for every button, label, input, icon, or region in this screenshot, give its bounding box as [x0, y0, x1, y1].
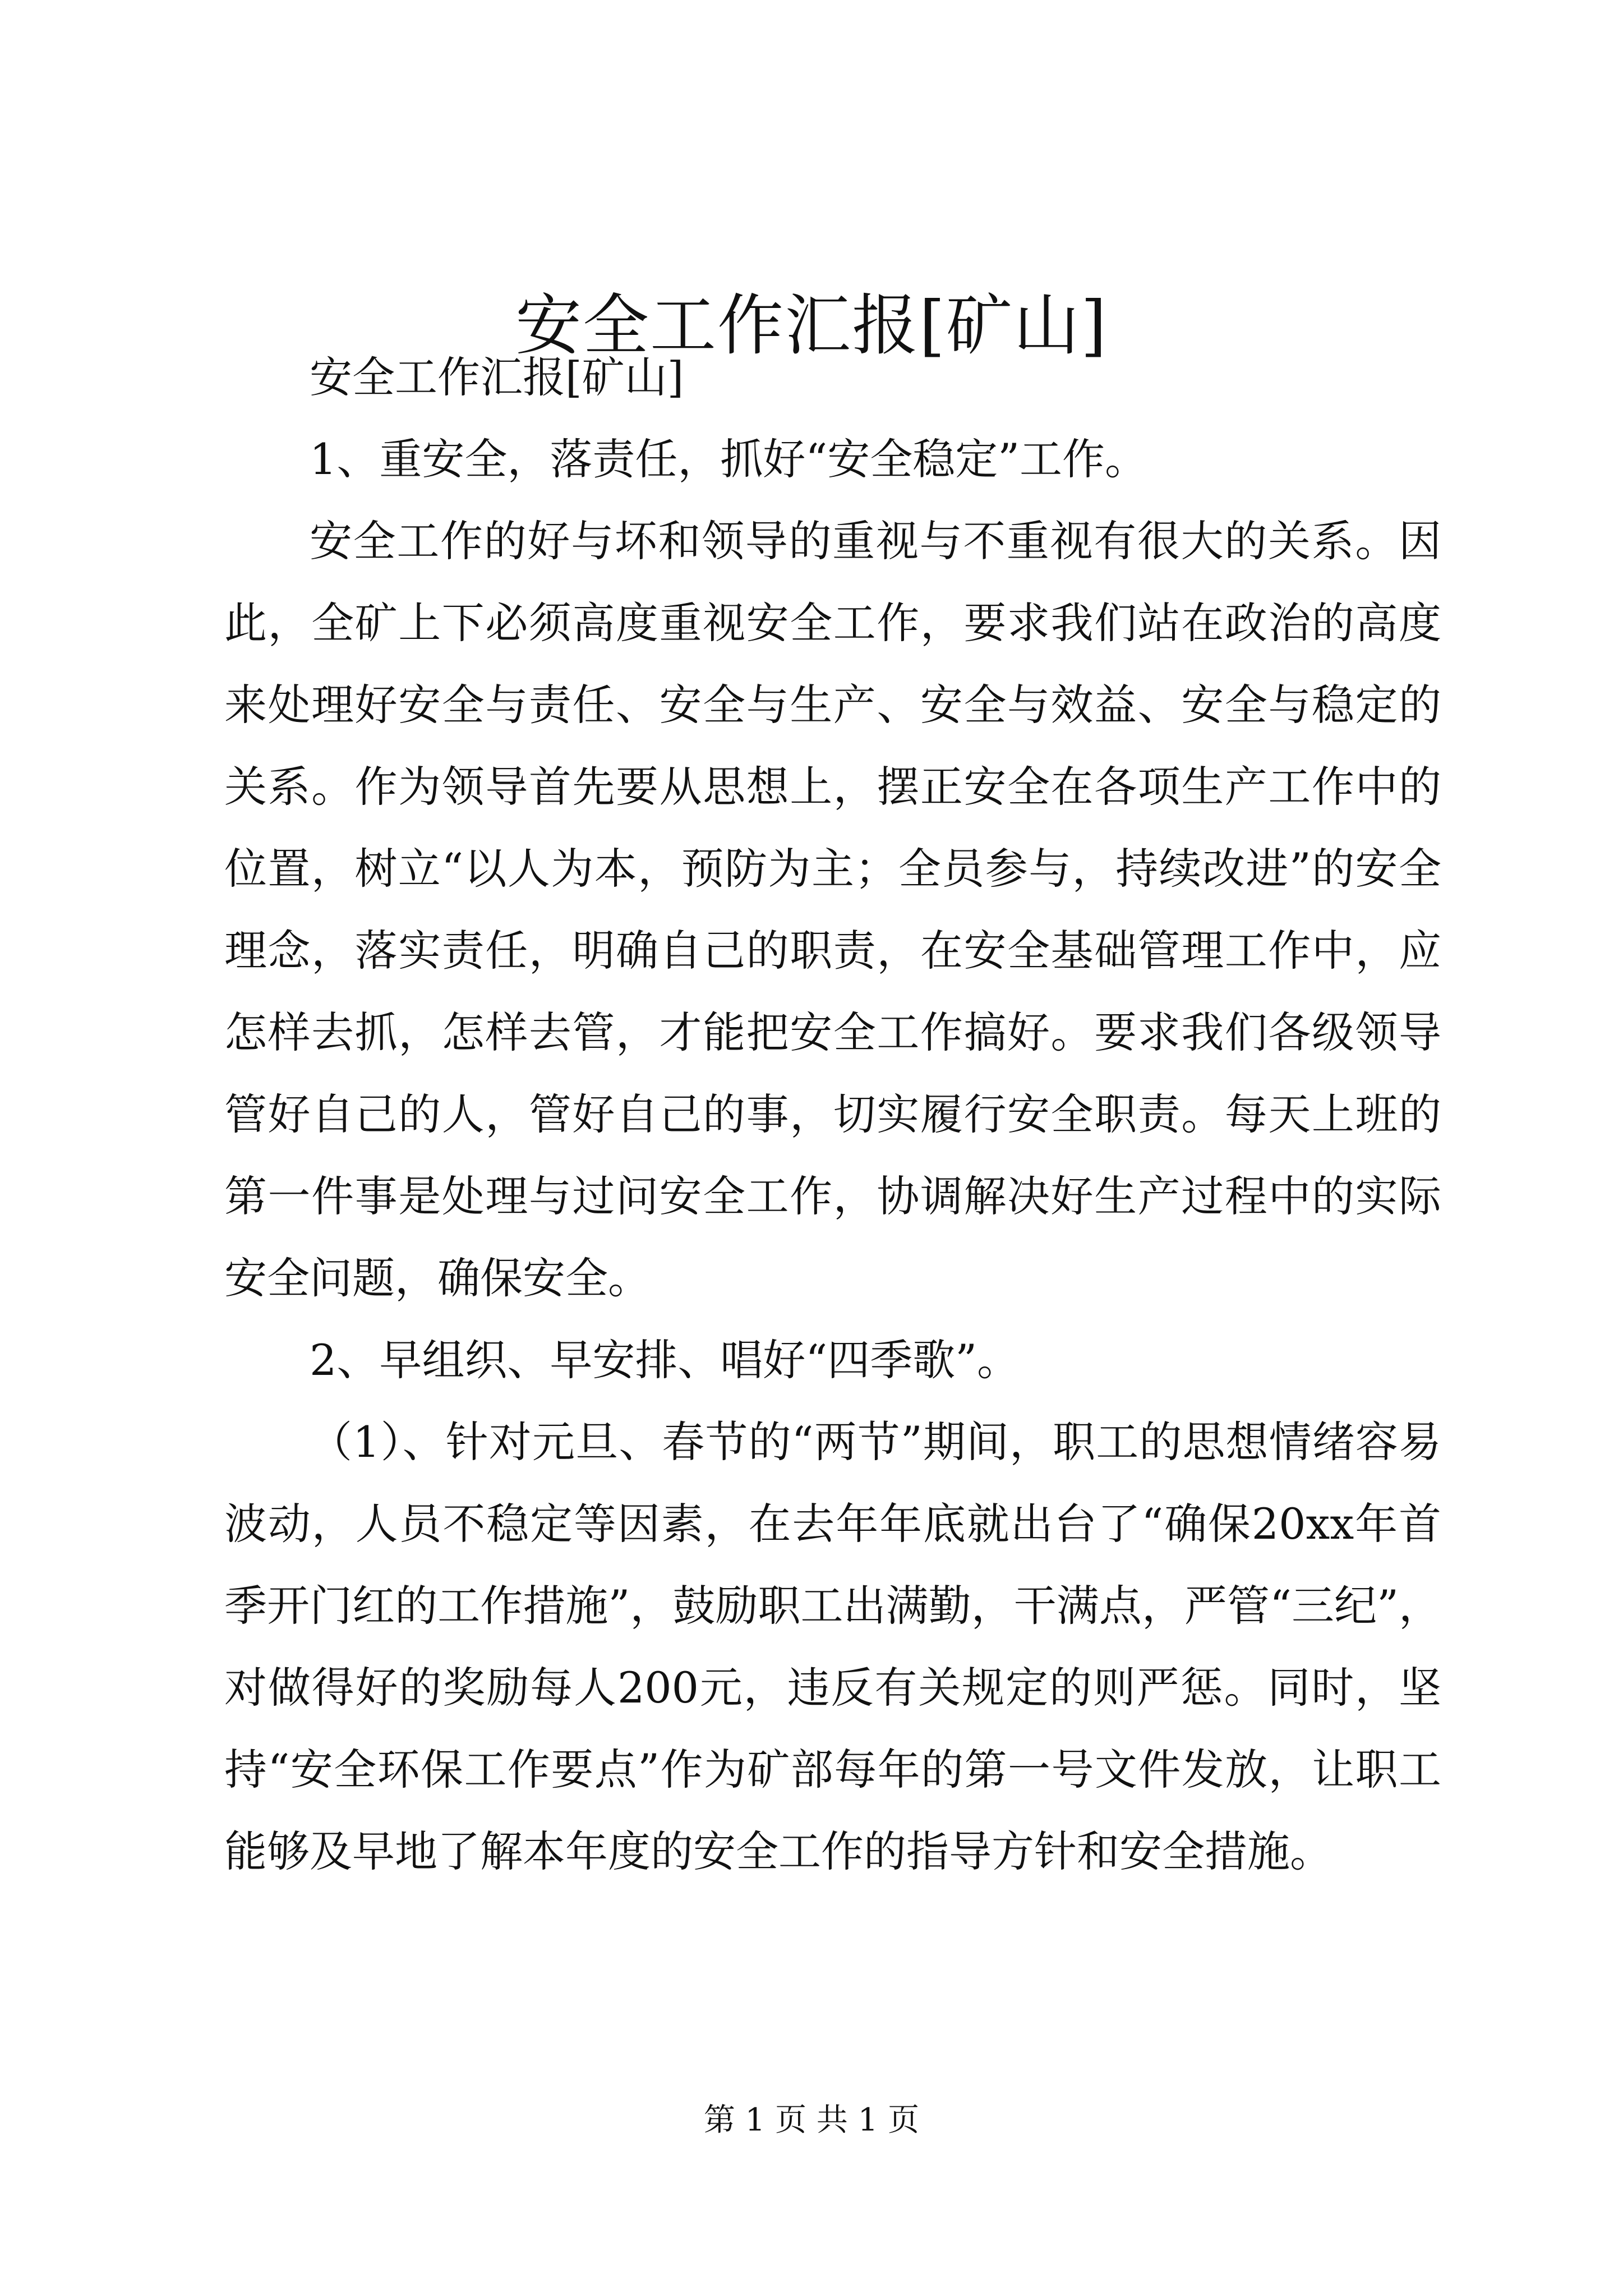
document-body	[224, 337, 1441, 1893]
page-number-footer: 第 1 页 共 1 页	[703, 2102, 920, 2138]
paragraph-4: （1）、针对元旦、春节的“两节”期间，职工的思想情绪容易波动，人员不稳定等因素，在去年年底就出台了“确保20xx年首季开门红的工作措施”，鼓励职工出满勤，干满点，严管“三纪”，对做得好的奖励每人200元，违反有关规定的则严惩。同时，坚持“安全环保工作要点”作为矿部每年的第一号文件发放，让职工能够及早地了解本年度的安全工作的指导方针和安全措施。	[224, 1417, 1441, 1876]
document-subtitle: 安全工作汇报[矿山]	[310, 352, 684, 402]
paragraph-3: 2、早组织、早安排、唱好“四季歌”。	[310, 1335, 1020, 1385]
paragraph-2: 安全工作的好与坏和领导的重视与不重视有很大的关系。因此，全矿上下必须高度重视安全工作，要求我们站在政治的高度来处理好安全与责任、安全与生产、安全与效益、安全与稳定的关系。作为领导首先要从思想上，摆正安全在各项生产工作中的位置，树立“以人为本，预防为主；全员参与，持续改进”的安全理念，落实责任，明确自己的职责，在安全基础管理工作中，应怎样去抓，怎样去管，才能把安全工作搞好。要求我们各级领导管好自己的人，管好自己的事，切实履行安全职责。每天上班的第一件事是处理与过问安全工作，协调解决好生产过程中的实际安全问题，确保安全。	[224, 516, 1441, 1303]
paragraph-1: 1、重安全，落责任，抓好“安全稳定”工作。	[310, 434, 1148, 484]
document-title: 安全工作汇报[矿山]	[515, 287, 1108, 364]
